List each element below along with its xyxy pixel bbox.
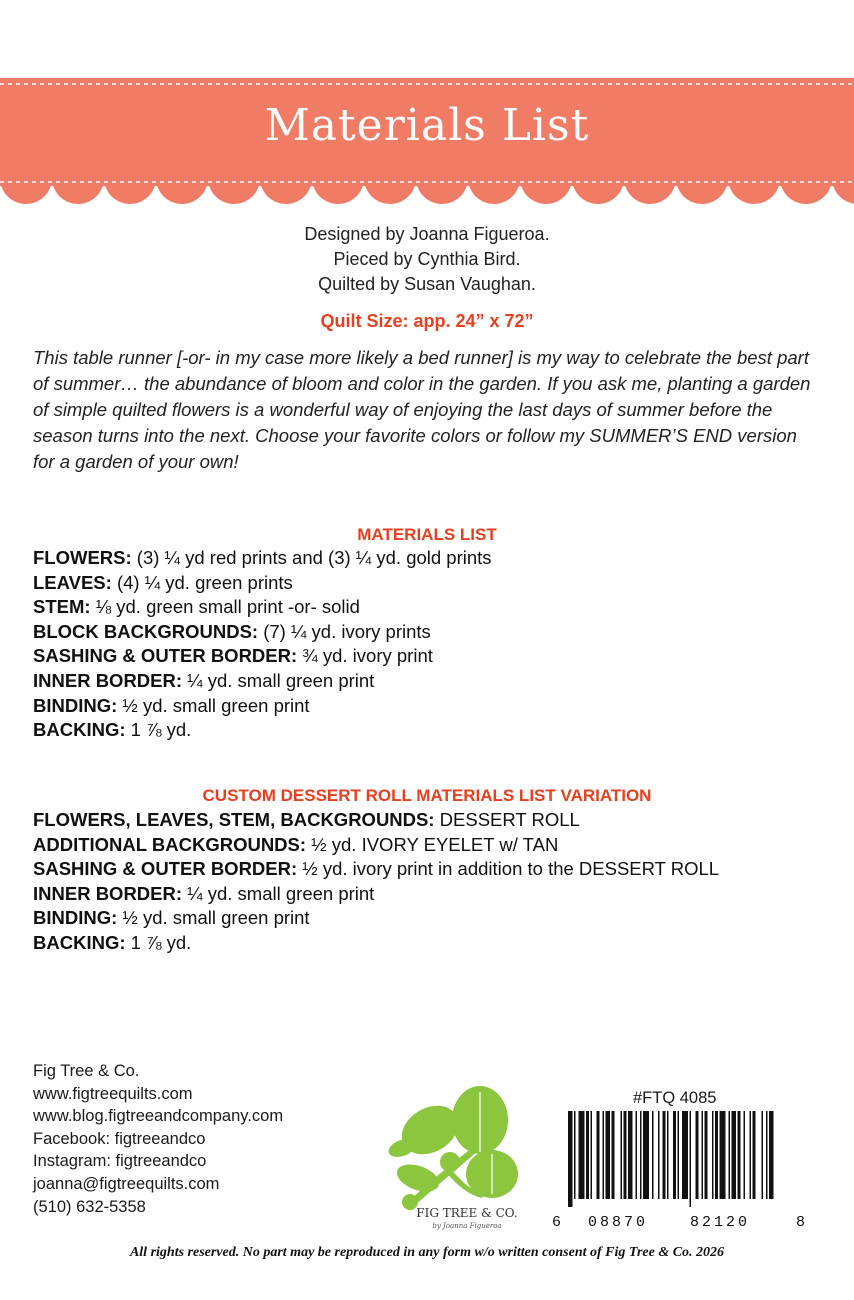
facebook-handle[interactable]: Facebook: figtreeandco	[33, 1129, 206, 1148]
barcode-bar	[753, 1111, 756, 1199]
banner-scallop	[780, 152, 832, 204]
logo-name: FIG TREE & CO.	[416, 1206, 518, 1220]
website-link[interactable]: www.figtreequilts.com	[33, 1084, 193, 1103]
material-label: INNER BORDER:	[33, 669, 183, 691]
banner-scallop	[312, 152, 364, 204]
material-label: SASHING & OUTER BORDER:	[33, 645, 298, 667]
barcode-bar	[652, 1111, 654, 1199]
material-value: 1 ⅞ yd.	[125, 719, 192, 741]
credit-designer: Designed by Joanna Figueroa.	[304, 224, 550, 244]
variation-item	[33, 857, 833, 882]
material-label: BINDING:	[33, 694, 118, 716]
quilt-size: Quilt Size: app. 24” x 72”	[320, 311, 534, 331]
material-item	[33, 669, 833, 694]
variation-item	[33, 808, 833, 833]
company-name: Fig Tree & Co.	[33, 1062, 140, 1080]
intro-paragraph: This table runner [-or- in my case more likely a bed runner] is my way to celebrate the best part of summer… the abundance of bloom and color in the garden. If you ask me, planting a garden of simple quilted flowers is a wonderful way of enjoying the last days of summer before the season turns into the next. Choose your favorite colors or follow my SUMMER’S END version for a garden of your own!	[33, 347, 811, 472]
material-item	[33, 620, 833, 645]
barcode-bar	[643, 1111, 649, 1199]
barcode-bar	[640, 1111, 642, 1199]
variation-value: 1 ⅞ yd.	[125, 931, 192, 953]
variation-value: ½ yd. IVORY EYELET w/ TAN	[306, 833, 559, 855]
barcode-icon	[568, 1111, 806, 1207]
barcode-bar	[606, 1111, 611, 1199]
barcode-bar	[658, 1111, 660, 1199]
barcode-bar	[586, 1111, 589, 1199]
phone-number: (510) 632-5358	[33, 1197, 146, 1216]
barcode-bar	[612, 1111, 615, 1199]
barcode-bar	[738, 1111, 741, 1199]
credit-quilter: Quilted by Susan Vaughan.	[318, 274, 536, 294]
material-item	[33, 595, 833, 620]
instagram-handle[interactable]: Instagram: figtreeandco	[33, 1152, 207, 1171]
material-item	[33, 694, 833, 719]
banner-scallop	[676, 152, 728, 204]
banner-scallop	[260, 152, 312, 204]
variation-list	[33, 808, 833, 956]
barcode-bar	[663, 1111, 666, 1199]
barcode-bar	[624, 1111, 627, 1199]
variation-label: ADDITIONAL BACKGROUNDS:	[33, 833, 307, 855]
material-value: ¼ yd. small green print	[182, 669, 375, 691]
barcode-digit-last: 8	[796, 1214, 806, 1231]
banner-scallop	[624, 152, 676, 204]
barcode-digits-right: 82120	[690, 1214, 751, 1231]
variation-item	[33, 833, 833, 858]
barcode-bar	[621, 1111, 623, 1199]
variation-title: CUSTOM DESSERT ROLL MATERIALS LIST VARIATION	[202, 786, 652, 805]
variation-item	[33, 931, 833, 956]
barcode-digits-left: 08870	[588, 1214, 649, 1231]
barcode-bar	[579, 1111, 585, 1199]
barcode-bar	[766, 1111, 768, 1199]
product-sku: #FTQ 4085	[633, 1089, 717, 1107]
page-title: Materials List	[264, 100, 590, 151]
barcode-digit-first: 6	[552, 1214, 562, 1231]
banner-scallop	[0, 152, 52, 204]
material-label: BLOCK BACKGROUNDS:	[33, 620, 259, 642]
variation-value: ½ yd. ivory print in addition to the DESSERT ROLL	[297, 858, 720, 880]
barcode-bar	[597, 1111, 600, 1199]
barcode-bar	[628, 1111, 633, 1199]
barcode-bar	[603, 1111, 605, 1199]
barcode-bar	[702, 1111, 704, 1199]
logo-subtitle: by Joanna Figueroa	[432, 1222, 502, 1230]
materials-title: MATERIALS LIST	[357, 525, 497, 544]
banner-scallop	[104, 152, 156, 204]
banner-scallop	[468, 152, 520, 204]
barcode-bar	[678, 1111, 680, 1199]
barcode-bar	[762, 1111, 764, 1199]
credits	[0, 222, 854, 297]
banner-scallop	[364, 152, 416, 204]
barcode-bar	[744, 1111, 746, 1199]
blog-link[interactable]: www.blog.figtreeandcompany.com	[33, 1107, 284, 1126]
material-value: ⅛ yd. green small print -or- solid	[90, 596, 360, 618]
banner-scallop	[156, 152, 208, 204]
material-value: ¾ yd. ivory print	[297, 645, 433, 667]
material-item	[33, 644, 833, 669]
barcode-bar	[715, 1111, 718, 1199]
variation-item	[33, 882, 833, 907]
barcode-bar	[636, 1111, 638, 1199]
variation-label: FLOWERS, LEAVES, STEM, BACKGROUNDS:	[33, 809, 435, 830]
barcode-bar	[667, 1111, 669, 1199]
variation-label: BINDING:	[33, 907, 118, 929]
barcode-bar	[682, 1111, 688, 1199]
barcode-bar	[705, 1111, 708, 1199]
banner-scallop	[52, 152, 104, 204]
barcode-bar	[750, 1111, 752, 1199]
barcode-bar	[720, 1111, 726, 1199]
material-label: LEAVES:	[33, 571, 112, 593]
material-label: STEM:	[33, 596, 91, 618]
barcode-bar	[568, 1111, 573, 1207]
banner-scallop	[572, 152, 624, 204]
email-link[interactable]: joanna@figtreequilts.com	[33, 1174, 220, 1193]
material-label: FLOWERS:	[33, 547, 132, 568]
variation-value: DESSERT ROLL	[434, 809, 580, 830]
barcode-bar	[769, 1111, 774, 1199]
material-label: BACKING:	[33, 719, 126, 741]
material-value: (3) ¼ yd red prints and (3) ¼ yd. gold prints	[131, 547, 492, 568]
variation-label: BACKING:	[33, 931, 126, 953]
variation-label: INNER BORDER:	[33, 882, 183, 904]
barcode-bar	[712, 1111, 714, 1199]
barcode-bar	[729, 1111, 731, 1199]
barcode-bar	[732, 1111, 737, 1199]
material-item	[33, 718, 833, 743]
variation-value: ¼ yd. small green print	[182, 882, 375, 904]
barcode-bar	[690, 1111, 692, 1207]
variation-label: SASHING & OUTER BORDER:	[33, 858, 298, 880]
banner-scallop	[520, 152, 572, 204]
material-value: (7) ¼ yd. ivory prints	[258, 620, 431, 642]
material-value: (4) ¼ yd. green prints	[111, 571, 293, 593]
banner-scallop	[728, 152, 780, 204]
barcode-bar	[673, 1111, 676, 1199]
variation-item	[33, 906, 833, 931]
banner-scallop	[416, 152, 468, 204]
material-item	[33, 546, 833, 571]
material-item	[33, 571, 833, 596]
barcode-bar	[696, 1111, 699, 1199]
variation-value: ½ yd. small green print	[117, 907, 310, 929]
credit-piecer: Pieced by Cynthia Bird.	[333, 249, 521, 269]
materials-list	[33, 546, 833, 743]
contact-block	[33, 1060, 283, 1218]
banner-scallop	[208, 152, 260, 204]
material-value: ½ yd. small green print	[117, 694, 310, 716]
barcode-bar	[591, 1111, 593, 1199]
copyright-notice: All rights reserved. No part may be reproduced in any form w/o written consent of Fig Tree & Co. 2026	[129, 1245, 725, 1260]
barcode-bar	[574, 1111, 576, 1199]
